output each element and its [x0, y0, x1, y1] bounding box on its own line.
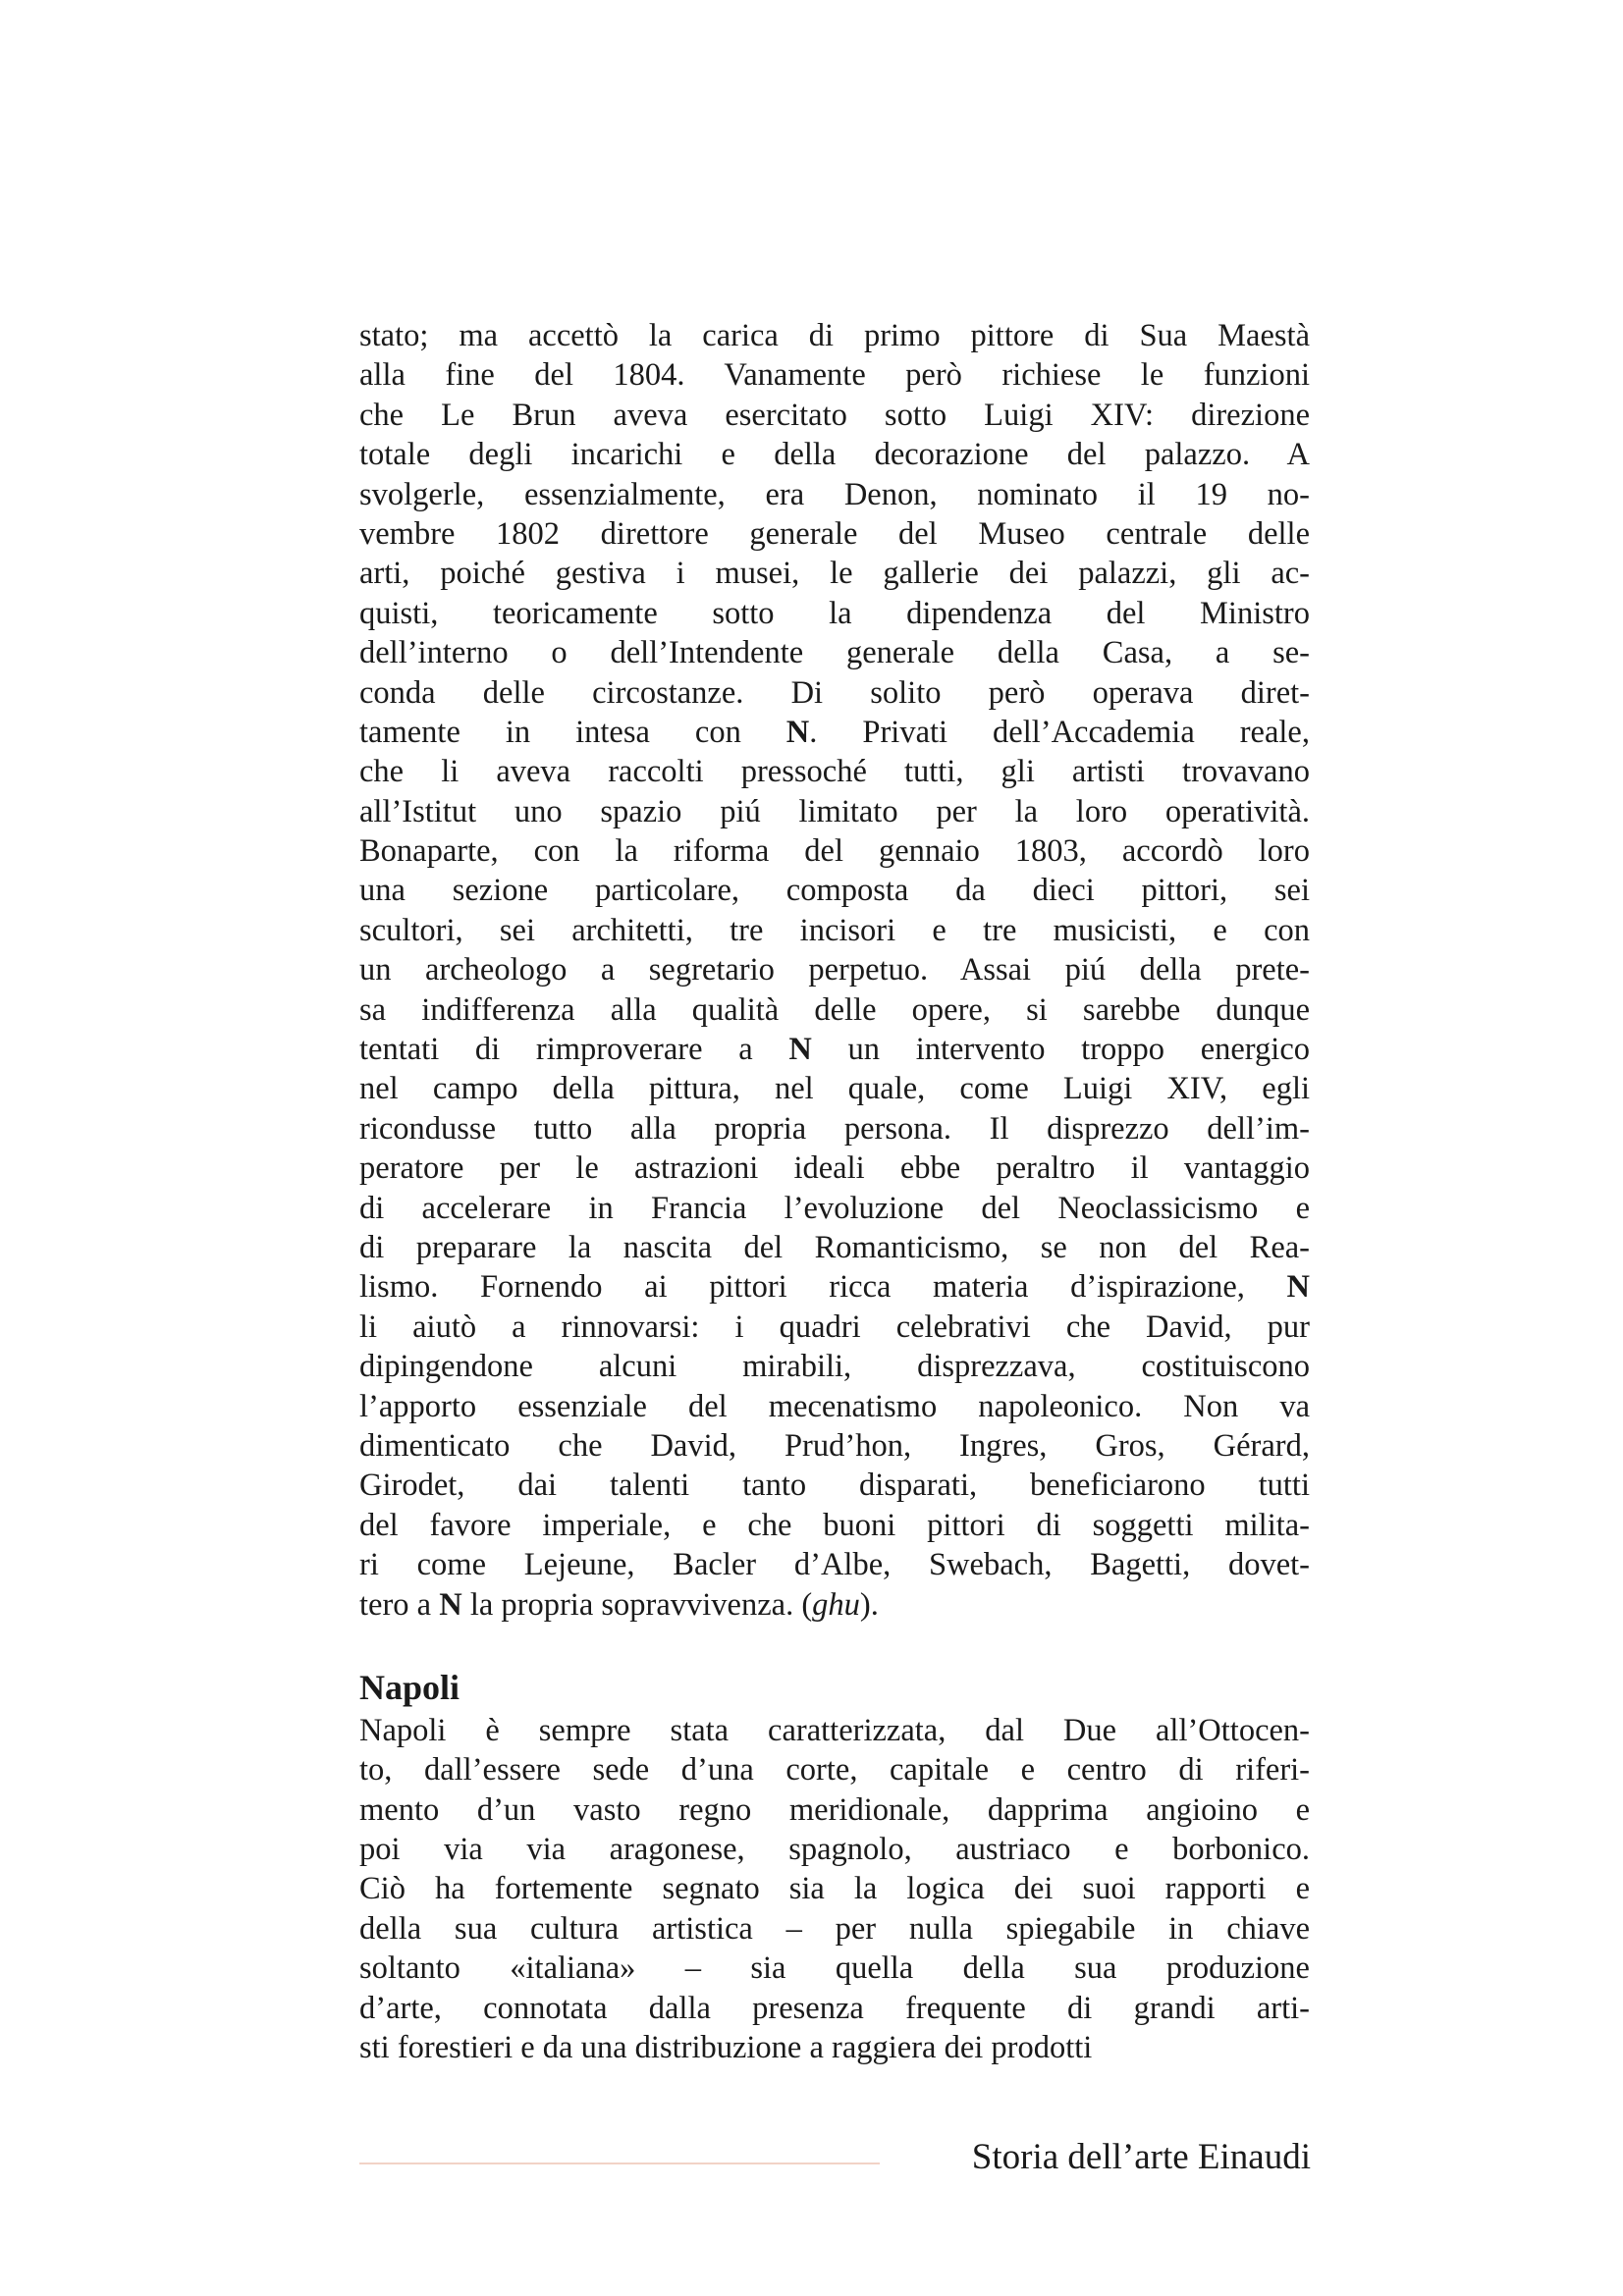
text-segment: dipingendone alcuni mirabili, disprezzava, costituiscono [359, 1349, 1310, 1385]
text-line [359, 316, 1310, 355]
text-line [359, 1347, 1310, 1386]
text-segment: arti, poiché gestiva i musei, le gallerie dei palazzi, gli ac- [359, 556, 1310, 592]
text-line [359, 1506, 1310, 1545]
text-segment: ri come Lejeune, Bacler d’Albe, Swebach, Bagetti, dovet- [359, 1547, 1310, 1583]
text-segment: mento d’un vasto regno meridionale, dapprima angioino e [359, 1791, 1310, 1828]
bold-abbreviation: N [788, 1032, 812, 1068]
text-line [359, 1989, 1310, 2028]
text-segment: di preparare la nascita del Romanticismo, se non del Rea- [359, 1229, 1310, 1265]
text-segment: peratore per le astrazioni ideali ebbe peraltro il vantaggio [359, 1150, 1310, 1187]
text-line [359, 1949, 1310, 1988]
text-line [359, 911, 1310, 950]
text-segment: . Privati dell’Accademia reale, [809, 714, 1310, 750]
text-line [359, 1189, 1310, 1228]
text-segment: sa indifferenza alla qualità delle opere, si sarebbe dunque [359, 991, 1310, 1028]
text-line [359, 831, 1310, 871]
text-segment: ricondusse tutto alla propria persona. Il disprezzo dell’im- [359, 1110, 1310, 1147]
text-segment: un intervento troppo energico [811, 1032, 1310, 1068]
main-text [359, 316, 1310, 2067]
text-segment: la propria sopravvivenza. ( [461, 1586, 813, 1623]
text-segment: Bonaparte, con la riforma del gennaio 1803, accordò loro [359, 833, 1310, 870]
text-line [359, 554, 1310, 593]
italic-author-initials: ghu [812, 1586, 860, 1623]
text-segment: li aiutò a rinnovarsi: i quadri celebrativi che David, pur [359, 1308, 1310, 1345]
text-line [359, 713, 1310, 752]
text-segment: vembre 1802 direttore generale del Museo centrale delle [359, 515, 1310, 552]
text-segment: stato; ma accettò la carica di primo pittore di Sua Maestà [359, 318, 1310, 353]
text-segment: del favore imperiale, e che buoni pittori di soggetti milita- [359, 1507, 1310, 1543]
text-line [359, 1148, 1310, 1188]
text-segment: nel campo della pittura, nel quale, come Luigi XIV, egli [359, 1071, 1310, 1107]
text-segment: quisti, teoricamente sotto la dipendenza del Ministro [359, 595, 1310, 631]
bold-abbreviation: N [1286, 1269, 1310, 1306]
text-segment: soltanto «italiana» – sia quella della sua produzione [359, 1950, 1310, 1987]
text-segment: sti forestieri e da una distribuzione a raggiera dei prodotti [359, 2030, 1093, 2066]
text-line [359, 1869, 1310, 1908]
text-line [359, 950, 1310, 989]
text-segment: che Le Brun aveva esercitato sotto Luigi XIV: direzione [359, 397, 1310, 433]
text-line [359, 1030, 1310, 1069]
text-segment: all’Istitut uno spazio piú limitato per la loro operatività. [359, 793, 1310, 829]
text-line [359, 1308, 1310, 1347]
text-segment: ). [859, 1586, 879, 1623]
section-title: Napoli [359, 1667, 460, 1707]
text-segment: totale degli incarichi e della decorazione del palazzo. A [359, 437, 1310, 473]
text-line [359, 1387, 1310, 1426]
text-line [359, 514, 1310, 554]
text-line [359, 1466, 1310, 1505]
text-segment: to, dall’essere sede d’una corte, capitale e centro di riferi- [359, 1752, 1310, 1789]
text-segment: lismo. Fornendo ai pittori ricca materia d’ispirazione, [359, 1269, 1287, 1306]
text-segment: tentati di rimproverare a [359, 1032, 789, 1068]
text-line [359, 1426, 1310, 1466]
text-line [359, 1545, 1310, 1584]
bold-abbreviation: N [785, 714, 810, 750]
text-line [359, 792, 1310, 831]
text-segment: che li aveva raccolti pressoché tutti, gli artisti trovavano [359, 754, 1310, 790]
text-line [359, 673, 1310, 713]
text-line [359, 1228, 1310, 1267]
text-segment: Girodet, dai talenti tanto disparati, beneficiarono tutti [359, 1468, 1310, 1504]
text-segment: dimenticato che David, Prud’hon, Ingres, Gros, Gérard, [359, 1427, 1310, 1464]
text-segment: alla fine del 1804. Vanamente però richiese le funzioni [359, 357, 1310, 394]
text-segment: Napoli è sempre stata caratterizzata, dal Due all’Ottocen- [359, 1712, 1310, 1748]
text-line [359, 1711, 1310, 1750]
text-segment: poi via via aragonese, spagnolo, austriaco e borbonico. [359, 1832, 1310, 1868]
text-line [359, 2028, 1310, 2067]
text-segment: tamente in intesa con [359, 714, 786, 750]
text-line [359, 871, 1310, 910]
text-line [359, 1909, 1310, 1949]
text-line [359, 594, 1310, 633]
text-segment: svolgerle, essenzialmente, era Denon, nominato il 19 no- [359, 476, 1310, 512]
text-line [359, 1585, 1310, 1625]
text-segment: scultori, sei architetti, tre incisori e tre musicisti, e con [359, 912, 1310, 948]
footer-title: Storia dell’arte Einaudi [971, 2137, 1311, 2177]
text-segment: di accelerare in Francia l’evoluzione del Neoclassicismo e [359, 1190, 1310, 1226]
text-segment: d’arte, connotata dalla presenza frequente di grandi arti- [359, 1990, 1310, 2026]
text-segment: una sezione particolare, composta da dieci pittori, sei [359, 873, 1310, 909]
text-segment: della sua cultura artistica – per nulla spiegabile in chiave [359, 1910, 1310, 1947]
text-line [359, 475, 1310, 514]
text-line [359, 752, 1310, 791]
text-line [359, 1830, 1310, 1869]
paragraph-napoli [359, 1711, 1310, 2068]
text-segment: Ciò ha fortemente segnato sia la logica dei suoi rapporti e [359, 1871, 1310, 1907]
text-line [359, 1790, 1310, 1830]
text-line [359, 1750, 1310, 1789]
text-line [359, 435, 1310, 474]
text-segment: l’apporto essenziale del mecenatismo napoleonico. Non va [359, 1388, 1310, 1424]
text-line [359, 633, 1310, 672]
text-line [359, 1069, 1310, 1108]
text-line [359, 1267, 1310, 1307]
text-segment: dell’interno o dell’Intendente generale della Casa, a se- [359, 635, 1310, 671]
footer-rule [359, 2163, 880, 2164]
text-line [359, 396, 1310, 435]
bold-abbreviation: N [439, 1586, 462, 1623]
text-line [359, 990, 1310, 1030]
text-segment: un archeologo a segretario perpetuo. Assai piú della prete- [359, 952, 1310, 988]
text-line [359, 355, 1310, 395]
text-line [359, 1109, 1310, 1148]
text-segment: conda delle circostanze. Di solito però operava diret- [359, 674, 1310, 711]
text-segment: tero a [359, 1586, 440, 1623]
paragraph-napoleone [359, 316, 1310, 1625]
